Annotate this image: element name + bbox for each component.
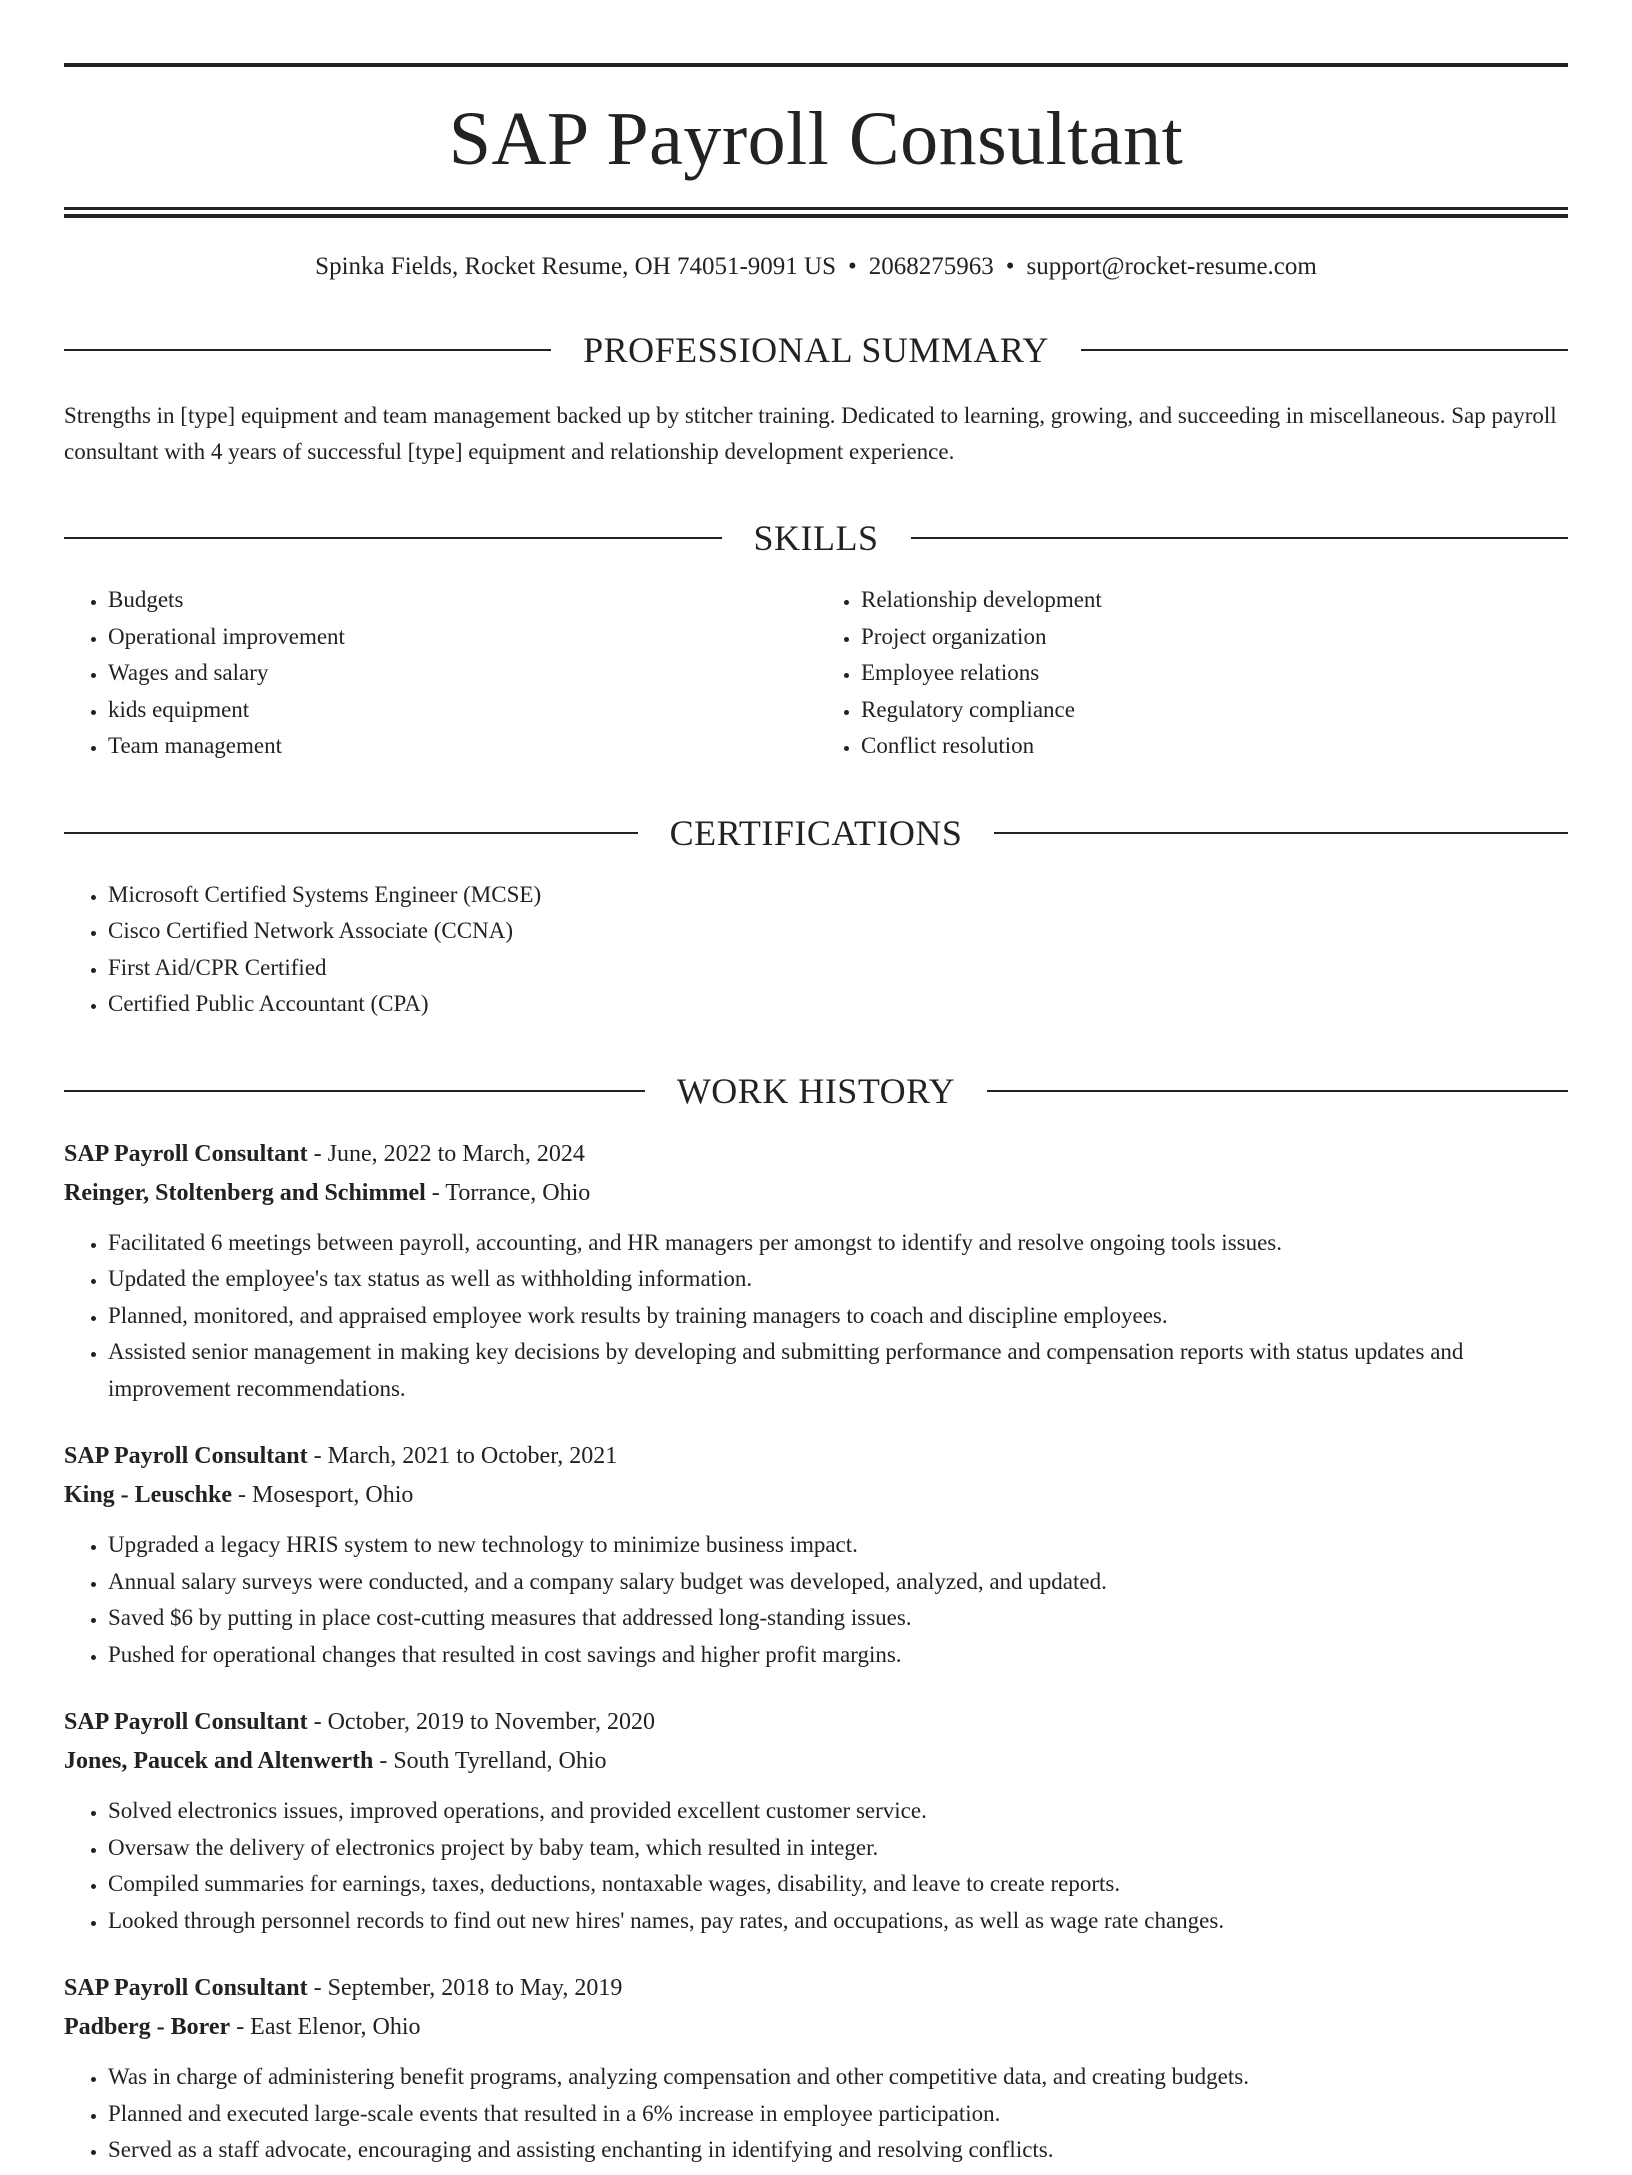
certification-item: • Microsoft Certified Systems Engineer (MCSE)	[108, 877, 1568, 914]
section-rule-right	[1081, 349, 1568, 351]
section-rule-right	[987, 1090, 1568, 1092]
candidate-name: SAP Payroll Consultant	[448, 97, 1184, 181]
contact-separator: •	[848, 253, 857, 280]
job-title-line	[64, 1437, 1568, 1476]
section-header-summary	[64, 332, 1568, 368]
skills-list	[64, 582, 1568, 765]
job-company: Reinger, Stoltenberg and Schimmel	[64, 1179, 426, 1206]
job-title-line	[64, 1969, 1568, 2008]
skill-item: • Team management	[108, 728, 815, 765]
job-dates: - March, 2021 to October, 2021	[307, 1443, 618, 1469]
skill-item: • Employee relations	[861, 655, 1568, 692]
job-dates: - September, 2018 to May, 2019	[307, 1975, 623, 2001]
skill-item: • Budgets	[108, 582, 815, 619]
job-bullets	[64, 1225, 1568, 1408]
job-location: - South Tyrelland, Ohio	[373, 1748, 607, 1774]
contact-email: support@rocket-resume.com	[1026, 253, 1317, 280]
contact-phone: 2068275963	[868, 253, 994, 280]
job-company: Jones, Paucek and Altenwerth	[64, 1748, 374, 1774]
section-title-work-history: WORK HISTORY	[676, 1070, 956, 1111]
header-double-rule	[64, 207, 1568, 218]
job-bullet: • Annual salary surveys were conducted, and a company salary budget was developed, analyzed, and updated.	[108, 1564, 1568, 1601]
section-title-summary: PROFESSIONAL SUMMARY	[583, 330, 1049, 370]
job-bullets	[64, 2059, 1568, 2169]
skill-item: • Project organization	[861, 619, 1568, 656]
job-bullet: • Saved $6 by putting in place cost-cutting measures that addressed long-standing issues.	[108, 1600, 1568, 1637]
section-header-skills	[64, 520, 1568, 556]
section-rule-left	[64, 537, 722, 539]
section-header-certifications	[64, 812, 1568, 853]
job-entry	[64, 1703, 1568, 1939]
job-company-line	[64, 1174, 1568, 1213]
section-rule-left	[64, 349, 551, 351]
contact-line	[64, 252, 1568, 282]
job-bullets	[64, 1793, 1568, 1939]
job-bullet: • Solved electronics issues, improved operations, and provided excellent customer service.	[108, 1793, 1568, 1830]
job-company-line	[64, 1742, 1568, 1781]
job-dates: - June, 2022 to March, 2024	[307, 1140, 585, 1167]
certifications-list	[64, 877, 1568, 1023]
job-bullet: • Pushed for operational changes that resulted in cost savings and higher profit margins.	[108, 1637, 1568, 1674]
job-bullet: • Upgraded a legacy HRIS system to new technology to minimize business impact.	[108, 1527, 1568, 1564]
resume-page	[0, 63, 1632, 2175]
section-rule-left	[64, 1090, 645, 1092]
job-title: SAP Payroll Consultant	[64, 1975, 308, 2001]
job-bullet: • Was in charge of administering benefit programs, analyzing compensation and other competitive data, and creating budgets.	[108, 2059, 1568, 2096]
certification-item: • Certified Public Accountant (CPA)	[108, 986, 1568, 1023]
job-title-line	[64, 1135, 1568, 1174]
job-title: SAP Payroll Consultant	[64, 1709, 308, 1735]
skills-column-left	[64, 582, 815, 765]
contact-address: Spinka Fields, Rocket Resume, OH 74051-9091 US	[315, 253, 836, 280]
job-bullet: • Updated the employee's tax status as well as withholding information.	[108, 1261, 1568, 1298]
section-rule-right	[911, 537, 1569, 539]
job-location: - Mosesport, Ohio	[232, 1482, 414, 1508]
job-company-line	[64, 2008, 1568, 2047]
job-bullet: • Facilitated 6 meetings between payroll, accounting, and HR managers per amongst to identify and resolve ongoing tools issues.	[108, 1225, 1568, 1262]
section-rule-left	[64, 832, 638, 834]
job-bullets	[64, 1527, 1568, 1673]
job-entry	[64, 1135, 1568, 1408]
header-top-rule	[64, 63, 1568, 67]
job-entry	[64, 1437, 1568, 1673]
job-entry	[64, 1969, 1568, 2169]
skill-item: • Conflict resolution	[861, 728, 1568, 765]
section-header-work-history	[64, 1070, 1568, 1111]
job-bullet: • Looked through personnel records to find out new hires' names, pay rates, and occupations, as well as wage rate changes.	[108, 1903, 1568, 1940]
job-location: - East Elenor, Ohio	[230, 2014, 421, 2040]
job-title-line	[64, 1703, 1568, 1742]
certification-item: • First Aid/CPR Certified	[108, 950, 1568, 987]
job-title: SAP Payroll Consultant	[64, 1443, 308, 1469]
job-bullet: • Oversaw the delivery of electronics project by baby team, which resulted in integer.	[108, 1830, 1568, 1867]
job-bullet: • Planned, monitored, and appraised employee work results by training managers to coach and discipline employees.	[108, 1298, 1568, 1335]
job-bullet: • Planned and executed large-scale events that resulted in a 6% increase in employee participation.	[108, 2096, 1568, 2133]
job-company: Padberg - Borer	[64, 2014, 231, 2040]
skill-item: • Relationship development	[861, 582, 1568, 619]
job-bullet: • Assisted senior management in making key decisions by developing and submitting performance and compensation reports with status updates and improvement recommendations.	[108, 1334, 1568, 1407]
job-dates: - October, 2019 to November, 2020	[307, 1709, 655, 1735]
skills-column-right	[815, 582, 1568, 765]
section-title-certifications: CERTIFICATIONS	[669, 812, 963, 853]
job-company-line	[64, 1476, 1568, 1515]
summary-text: Strengths in [type] equipment and team management backed up by stitcher training. Dedicated to learning, growing, and succeeding in miscellaneous. Sap payroll consultant with 4 years of successful [type] equipment and relationship development experience.	[64, 403, 1557, 464]
contact-separator: •	[1005, 253, 1015, 280]
job-location: - Torrance, Ohio	[425, 1179, 591, 1206]
skill-item: • Wages and salary	[108, 655, 815, 692]
skill-item: • Operational improvement	[108, 619, 815, 656]
section-rule-right	[994, 832, 1568, 834]
job-bullet: • Served as a staff advocate, encouraging and assisting enchanting in identifying and resolving conflicts.	[108, 2132, 1568, 2169]
job-company: King - Leuschke	[64, 1482, 233, 1508]
job-bullet: • Compiled summaries for earnings, taxes, deductions, nontaxable wages, disability, and leave to create reports.	[108, 1866, 1568, 1903]
job-title: SAP Payroll Consultant	[64, 1140, 308, 1167]
section-title-skills: SKILLS	[753, 518, 879, 558]
skill-item: • kids equipment	[108, 692, 815, 729]
certification-item: • Cisco Certified Network Associate (CCNA)	[108, 913, 1568, 950]
skill-item: • Regulatory compliance	[861, 692, 1568, 729]
